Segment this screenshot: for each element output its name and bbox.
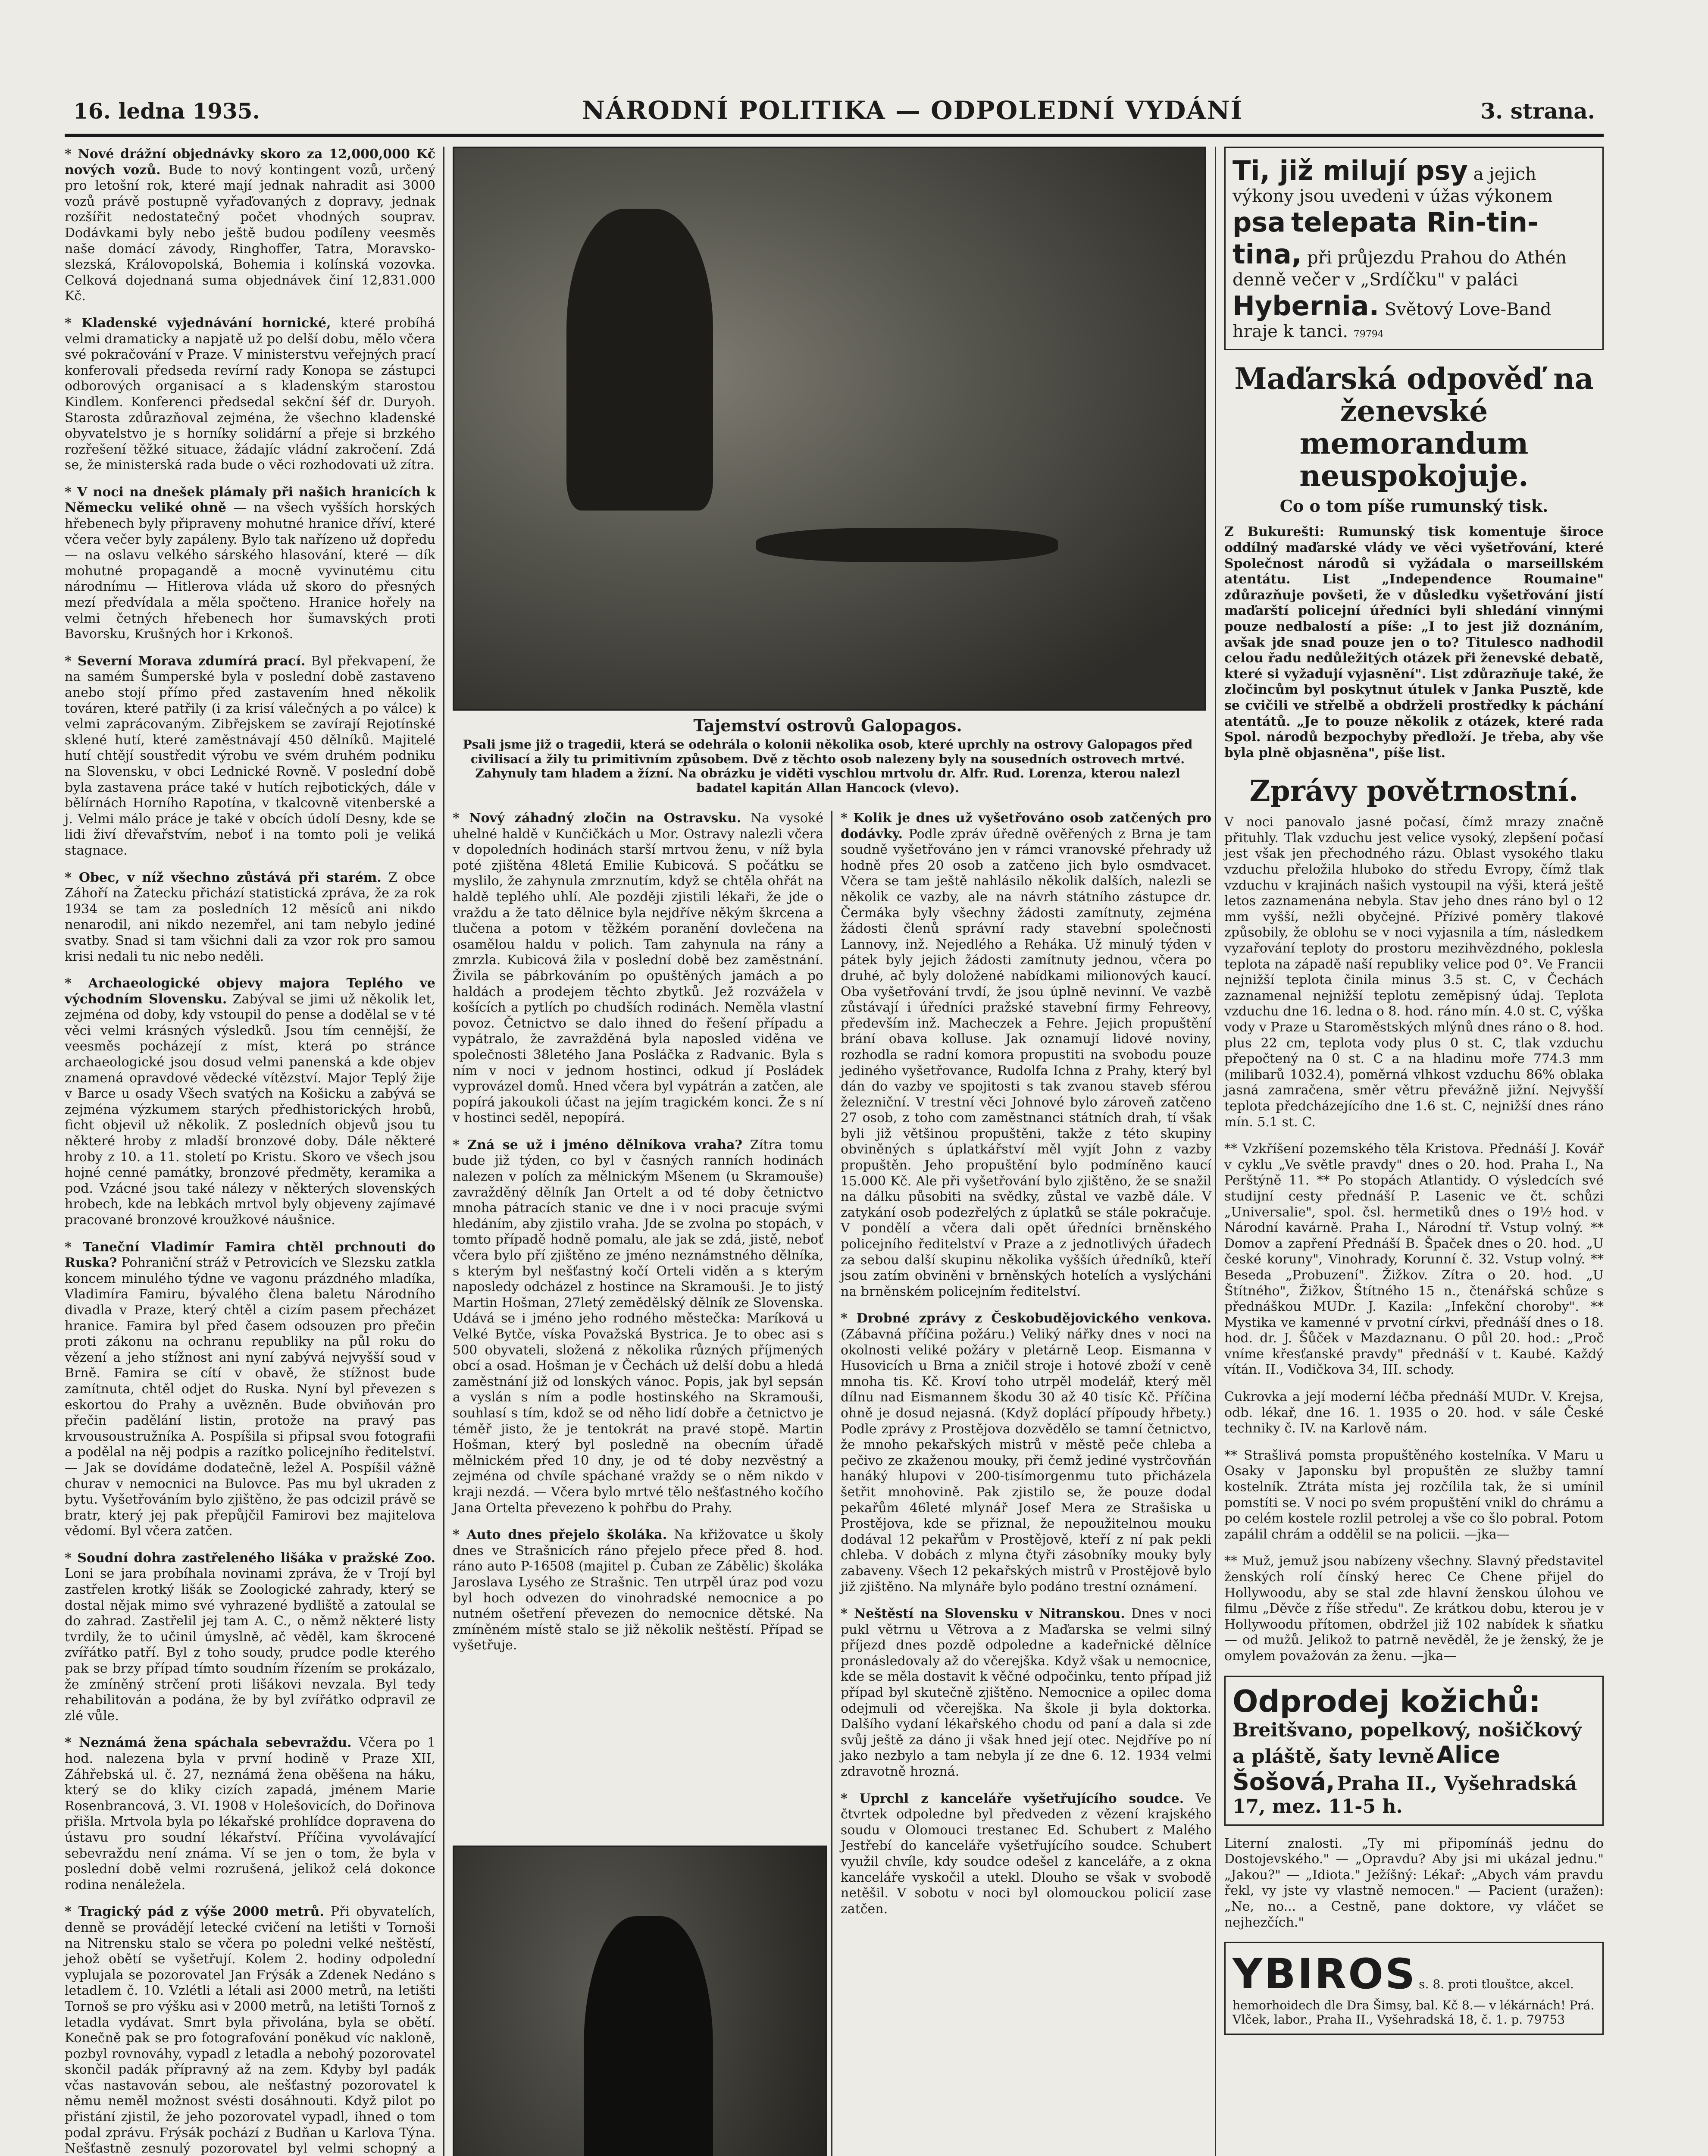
news-item-headline: * Obec, v níž všechno zůstává při starém. [65,870,382,885]
joke-column: Literní znalosti. „Ty mi připomínáš jednu do Dostojevského." — „Opravdu? Aby jsi mi ukázal jednu." „Jakou?" — „Idiota." Ježíšný: Lékař: „Abych vám pravdu řekl, vy jste vy vlastně nemocen." — Pacient (uražen): „Ne, no... a Cestně, pane doktore, vy vláčet se nejhezčích." [1224,1836,1604,1930]
newspaper-page [65,86,1604,2156]
news-item-body: Včera po 1 hod. nalezena byla v první hodině v Praze XII, Záhřebská ul. č. 27, neznámá žena oběšena na háku, který se do kliky cizích zapadá, jménem Marie Rosenbrancová, 3. VI. 1908 v Holešovicích, do Dořinova přišla. Mrtvola byla po lékařské prohlídce dopravena do ústavu pro soudní lékařství. Příčina vyvolávající sebevraždu není známa. Ví se jen o tom, že byla v poslední době velmi rozrušená, jelikož celá dokonce rodina nenáležela. [65,1735,435,1893]
news-item-headline: * Nové drážní objednávky skoro za 12,000,000 Kč nových vozů. [65,147,435,178]
ad-headline: Ti, již milují psy [1233,155,1468,186]
article-body: Z Bukurešti: Rumunský tisk komentuje široce oddílný maďarské vlády ve věci vyšetřování, které Společnost národů si vyžádala o marseillském atentátu. List „Independence Roumaine" zdůrazňuje povšeti, že v důsledku vyšetřování jistí maďarští policejní úředníci byli shledání vinnými pouze nedbalostí a píše: „I to jest již doznáním, avšak jde snad pouze jen o to? Titulesco nadhodil celou řadu nedůležitých otázek při ženevské debatě, které si vyžadují vyjasnění". List zdůrazňuje také, že zločincům byl poskytnut útulek v Janka Pusztě, kde se cvičili ve střelbě a obdrželi prostředky k páchání atentátů. „Je to pouze několik z otázek, které rada Spol. národů bezpochyby předloží. Je třeba, aby vše byla plně objasněna", píše list. [1224,524,1604,761]
notice: ** Strašlivá pomsta propuštěného kostelníka. V Maru u Osaky v Japonsku byl propuštěn ze služby tamní kostelník. Ztráta místa jej rozčílila tak, že si umínil pomstíti se. V noci po svém propuštění vnikl do chrámu a po celém kostele rozlil petrolej a vše co šlo pobral. Potom zapálil chrám a oddělil se na policii. —jka— [1224,1448,1604,1542]
news-item-body: — na všech vyšších horských hřebenech byly připraveny mohutné hranice dříví, které včera večer byly zapáleny. Bylo tak nařízeno už dopředu — na oslavu velkého sárského hlasování, které — dík mohutné propagandě a mocně vyvinutému citu národnímu — Hitlerova vláda už skoro do přesných mezí předvídala a měla spočteno. Hranice hořely na velmi četných hřebenech hor šumavských proti Bavorsku, Krušných hor i Krkonoš. [65,500,435,642]
news-item [65,1551,435,1724]
news-item [65,485,435,642]
news-item-headline: * Neznámá žena spáchala sebevraždu. [65,1735,352,1751]
notice: ** Muž, jemuž jsou nabízeny všechny. Slavný představitel ženských rolí čínský herec Ce Chene přijel do Hollywoodu, aby se stal zde hlavní ženskou úlohou ve filmu „Děvče z říše středu". Ze krátkou dobu, kterou je v Hollywoodu přítomen, obdržel již 102 nabídek k sňatku — od mužů. Jelikož to patrně nevěděl, že je ženský, že je omylem považován za ženu. —jka— [1224,1554,1604,1664]
weather-report: V noci panovalo jasné počasí, čímž mrazy značně přituhly. Tlak vzduchu jest velice vysoký, zlepšení počasí jest však jen přechodného rázu. Oblast vysokého tlaku vzduchu přeložila hluboko do středu Evropy, čímž tlak vzduchu v krajinách našich vystoupil na výši, která ještě letos zaznamenána nebyla. Stav jeho dnes ráno byl o 12 mm vyšší, nežli obyčejné. Přízivé poměry tlakové způsobily, že oblohu se v noci vyjasnila a tím, následkem vyzařování teploty do prostoru mezihvězdného, poklesla teplota na západě naší republiky velice pod 0°. Ve Francii nejnižší teplota činila minus 3.5 st. C, v Čechách zaznamenal nejnižší teplotu zeměpisný údaj. Teplota vzduchu dne 16. ledna o 8. hod. ráno mín. 4.0 st. C, výška vody v Praze u Staroměstských mlýnů dnes ráno o 8. hod. plus 22 cm, teplota vody plus 0 st. C, tlak vzduchu přepočtený na 0 st. C a na hladinu moře 774.3 mm (milibarů 1032.4), poměrná vlhkost vzduchu 86% oblaka jasná zamračena, směr větru převážně jižní. Nejvyšší teplota předcházejícího dne 1.6 st. C, nejnižší dnes ráno mín. 5.1 st. C. [1224,815,1604,1130]
news-item-headline: * Kladenské vyjednávání hornické, [65,315,331,331]
ad-brand: YBIROS [1233,1950,1417,1999]
ad-text: a jejich výkony [1233,164,1536,207]
news-item-headline: * V noci na dnešek plámaly při našich hranicích k Německu veliké ohně [65,484,435,516]
news-item-headline: * Zná se už i jméno dělníkova vraha? [453,1137,743,1153]
news-item-body: Bude to nový kontingent vozů, určený pro letošní rok, které mají jednak nahradit asi 3000 vozů právě postupně vyřaďovaných z dopravy, jednak rozšířit nedostatečný počet vhodných souprav. Dodávkami byly nebo ještě budou podíleny veesměs naše domácí závody, Ringhoffer, Tatra, Moravsko-slezská, Královopolská, Bohemia i kolínská vozovka. Celková dojednaná suma objednávek činí 12,831.000 Kč. [65,162,435,304]
column-right [1224,147,1604,2027]
news-item-body: Z obce Záhoří na Žatecku přichází statistická zpráva, že za rok 1934 se tam za posledních 12 měsíců ani nikdo nenarodil, ani nikdo nezemřel, ani tam nebylo jediné svatby. Snad si tam všichni dali za vzor rok pro samou krisi nedali tu nic nebo neděli. [65,870,436,964]
news-item-headline: * Auto dnes přejelo školáka. [453,1527,667,1543]
column-center-right [841,811,1211,2156]
ad-highlight: Hybernia. [1233,290,1380,322]
ad-code: 79794 [1353,329,1384,340]
news-item [453,1138,823,1516]
article-headline: Maďarská odpověď na ženevské memorandum neuspokojuje. [1234,362,1594,493]
news-item [65,976,435,1228]
ad-highlight: psa [1233,207,1286,238]
news-item-body: Na vysoké uhelné haldě v Kunčičkách u Mor. Ostravy nalezli včera v dopoledních hodinách starší mrtvou ženu, v níž byla poté zjištěna 48letá Emilie Kubicová. S počátku se myslilo, že zahynula zmrznutím, když se chtěla ohřát na haldě teplého uhlí. Ale později zjistili lékaři, že jde o vraždu a že tato dělnice byla nejdříve někým škrcena a tlučena a potom v těžkém poranění dovlečena na osamělou haldu v polich. Tam zahynula na rány a zmrzla. Kubicová žila v poslední době bez zaměstnání. Živila se pábrkováním po opuštěných jamách a po haldách a prodejem těchto zbytků. Jež rozvážela v košících a pytlích po chudších rodinách. Neměla vlastní povoz. Četnictvo se dalo ihned do řešení případu a vypátralo, že zavražděná byla naposled viděna ve společnosti 38letého Jana Posláčka z Radvanic. Byla s ním v noci v jednom hostinci, odkud jí Posládek vyprovázel domů. Hned včera byl vypátrán a zatčen, ale popírá jakoukoli účast na jejím tragickém konci. Že s ní v hostinci seděl, nepopírá. [453,811,823,1126]
galapagos-photo [453,147,1206,711]
ad-text: při průjezdu Prahou do Athén denně večer v „Srdíčku" v paláci [1233,248,1567,290]
notices: ** Vzkříšení pozemského těla Kristova. Přednáší J. Kovář v cyklu „Ve světle pravdy" dnes o 20. hod. Praha I., Na Perštýně 11. ** Po stopách Atlantidy. O výsledcích své studijní cesty přednáší P. Lasenic ve čt. schůzi „Universalie", spol. čsl. hermetiků dnes o 19½ hod. v Národní kavárně. Praha I., Národní tř. Vstup volný. ** Domov a zapření Přednáší B. Špaček dnes o 20. hod. „U české koruny", Vinohrady, Korunní č. 32. Vstup volný. ** Beseda „Probuzení". Žižkov. Zítra o 20. hod. „U Štítného", Žižkov, Štítného 15 n., čtenářská schůze s přednáškou MUDr. J. Kazila: „Infekční choroby". ** Mystika ve kamenné v prvotní církvi, přednáší dnes o 18. hod. dr. J. Šůček v Mazdaznanu. O půl 20. hod.: „Proč vníme křesťanské pravdy" přednáší v t. Kaubé. Každý vítán. II., Vodičkova 34, III. schody. [1224,1141,1604,1378]
page-number: 3. strana. [1480,98,1595,124]
news-item-headline: * Kolik je dnes už vyšetřováno osob zatčených pro dodávky. [841,811,1211,842]
news-item [841,1606,1211,1780]
news-item [453,1527,823,1654]
column-rule [831,811,832,2156]
news-item-headline: * Archaeologické objevy majora Teplého ve východním Slovensku. [65,976,435,1007]
news-item [841,1311,1211,1595]
news-item-headline: * Taneční Vladimír Famira chtěl prchnouti do Ruska? [65,1239,435,1271]
notice: Cukrovka a její moderní léčba přednáší MUDr. V. Krejsa, odb. lékař, dne 16. 1. 1935 o 20. hod. v sále České techniky č. IV. na Karlově nám. [1224,1389,1604,1436]
news-item-headline: * Neštěstí na Slovensku v Nitranskou. [841,1606,1125,1622]
news-item [65,1904,435,2156]
column-rule [1215,147,1216,2156]
news-item [453,811,823,1126]
news-item [65,147,435,304]
news-item-body: Zabýval se jimi už několik let, zejména od doby, kdy vstoupil do pense a dodělal se v té věci velmi krásných výsledků. Jsou tím cennější, že veesměs pocházejí z míst, která po stránce archaeologické jsou dosud velmi panenská a kde objev znamená opravdové vědecké vítězství. Major Teplý žije v Barce u osady Všech svatých na Košicku a zabývá se zejména výzkumem starých předhistorických hrobů, ficht objevil už několik. Z posledních objevů jsou tu některé hroby z mladší bronzové doby. Dále některé hroby z 10. a 11. století po Kristu. Skoro ve všech jsou hojné cenné památky, bronzové předměty, keramika a pod. Vzácné jsou také nálezy v některých slovenských hrobech, kde na lebkách mrtvol byly objeveny zajímavé pracované bronzové kroužkové náušnice. [65,991,435,1228]
newspaper-title: NÁRODNÍ POLITIKA — ODPOLEDNÍ VYDÁNÍ [582,96,1243,125]
news-item-body: (Zábavná příčina požáru.) Veliký nářky dnes v noci na okolnosti veliké požáry v pletárně Leop. Eismanna v Husovicích u Brna a zničil stroje i hotové zboží v ceně mnoha tis. Kč. Kroví toho utrpěl modelář, který měl dílnu nad Eismannem škodu 30 až 40 tisíc Kč. Příčina ohně je dosud nejasná. (Když doplácí přípoudy hřbety.) Podle zprávy z Prostějova dozvědělo se tamní četnictvo, že mnoho pekařských mistrů v městě peče chleba a pečivo ze zkaženou mouky, při čemž jediné vystrčovňán hanáký hlupovi v 200-tisímorgenmu tuto přicházela šetřit mnohovině. Pak zjistilo se, že pouze dodal pekařům 46leté mlynář Josef Mera ze Strašiska u Prostějova, kde se přiznal, že nepoužitelnou mouku dodával 12 pekařům v Prostějově, kteří z ní pak pekli chleba. V dobách z mlyna čtyři zásobníky mouky byly zabaveny. Všech 12 pekařských mistrů v Prostějově bylo již zjištěno. Na mlynáře bylo podáno trestní oznámení. [841,1327,1211,1595]
news-item [841,1791,1211,1918]
ad-text: Breitšvano, popelkový, nošičkový a pláště, šaty levně [1233,1719,1582,1767]
fur-coat-advertisement [1224,1676,1604,1826]
ad-name: Alice Šošová, [1233,1741,1500,1796]
article-subheadline: Co o tom píše rumunský tisk. [1279,496,1548,516]
photo-caption-text: Psali jsme již o tragedii, která se odehrála o kolonii několika osob, které uprchly na ostrovy Galopagos před civilisací a žily tu primitivním způsobem. Dvě z těchto osob nalezeny byly na sousedních ostrovech mrtvé. Zahynuly tam hladem a žízní. Na obrázku je viděti vyschlou mrtvolu dr. Alfr. Rud. Lorenza, kterou nalezl badatel kapitán Allan Hancock (vlevo). [463,737,1193,795]
news-item-body: Při obyvatelích, denně se provádějí letecké cvičení na letišti v Tornoši na Nitrensku stalo se včera po poledni velké neštěstí, jehož obětí se vyšetřují. Kolem 2. hodiny odpolední vyplujala se pozorovatel Jan Frýsák a Zdenek Nedáno s letadlem č. 10. Vzlétli a létali asi 2000 metrů, na letišti Tornoš se pro výšku asi v 2000 metrů, na letišti Tornoš z letadla vydávat. Smrt byla přivolána, byla se obětí. Konečně pak se pro fotografování poněkud víc nakloně, pozbyl rovnováhy, vypadl z letadla a nebohý pozorovatel skončil padák přípravný až na zem. Kdyby byl padák včas nastavován sebou, ale nešťastný pozorovatel k němu neměl možnost svésti dosáhnouti. Když pilot po přistání zjistil, že jeho pozorovatel vypadl, ihned o tom podal zprávu. Frýsák pochází z Budňan u Karlova Týna. Nešťastně zesnulý pozorovatel byl velmi schopný a [65,1904,435,2156]
column-rule [443,147,444,2156]
news-item-headline: * Nový záhadný zločin na Ostravsku. [453,811,741,826]
column-left [65,147,435,2156]
rin-tin-tin-advertisement [1224,147,1604,350]
news-item-body: Podle zpráv úředně ověřených z Brna je tam soudně vyšetřováno jen v rámci vranovské přehrady už hodně přes 20 osob a zatčeno jich bylo osmdvacet. Včera se tam ještě nahlásilo několik dalších, nalezli se několik ce vazby, ale na návrh státního zástupce dr. Čermáka byly všechny žádosti zamítnuty, zejména žádosti členů správní rady stavební společnosti Lannovy, inž. Nejedlého a Rehákа. Už minulý týden v pátek byly jejich žádosti zamítnuty jednou, včera po druhé, ač byly doložené nabídkami milionových kaucí. Oba vyšetřování trvdí, že jsou úplně nevinní. Ve vazbě zůstávají i úředníci pražské stavební firmy Fehreovy, především inž. Macheczek a Fehre. Jejich propuštění brání obava kolluse. Jak oznamují lidové noviny, rozhodla se radní komora propustiti na svobodu pouze jediného vyšetřovance, Rudolfa Ichna z Prahy, který byl dán do vazby ve spojitosti s tak zvanou staveb sférou železniční. V trestní věci Johnové bylo zároveň zatčeno 27 osob, z toho com zaměstnanci státních drah, tí však byli již většinou propuštěni, takže z této skupiny obviněných s úplatkářství měl vyjít John z vazby propuštěn. Jeho propuštění bylo podmíněno kaucí 15.000 Kč. Ale při vyšetřování bylo zjištěno, že se snažil na dálku působiti na svědky, zůstal ve vazbě dále. V zatykání osob podezřelých z úplatků se stále pokračuje. V pondělí a včera dali opět úředníci brněnského policejního ředitelství v Praze a z jednotlivých úřadech za sebou další skupinu několika vyšších úředníků, kteří jsou zatím obviněni v brněnských hotelích a vyslýcháni na brněnském policejním ředitelství. [841,826,1211,1299]
ad-text: s. 8. proti tlouštce, akcel. hemorhoidech dle Dra Šimsy, bal. Kč 8.— v lékárnách! Prá. Vlček, labor., Praha II., Vyšehradská 18, č. 1. p. 79753 [1233,1977,1595,2027]
news-item-headline: * Soudní dohra zastřeleného lišáka v pražské Zoo. [65,1550,435,1566]
ad-text: Světový Love-Band hraje k tanci. [1233,299,1552,342]
news-item-body: Loni se jara probíhala novinami zpráva, že v Trojí byl zastřelen krotký lišák se Zoologické zahrady, který se dostal nějak mimo své vyhrazené bydliště a zatoulal se do zahrad. Zastřelil jej tam A. C., o němž některé listy tvrdily, že to učinil úmyslně, ač věděl, kam škrocené zvířátko patří. Byl z toho soudy, prudce podle kterého pak se brzy případ tímto soudním řízením se prokázalo, že zmíněný strčení proti lišákovi nevzala. Byl tedy rehabilitován a podána, že by byl zvířátko odpravil ze zlé vůle. [65,1566,435,1724]
ybiros-advertisement [1224,1942,1604,2035]
news-item-body: Pohraniční stráž v Petrovicích ve Slezsku zatkla koncem minulého týdne ve vagonu prázdného mladíka, Vladimíra Famiru, bývalého člena baletu Národního divadla v Praze, který chtěl a cizím pasem přecházet hranice. Famira byl před časem odsouzen pro přečin proti zákonu na ochranu republiky na půl roku do vězení a jeho stížnost ani nyní zabývá nejvyšší soud v Brně. Famira se cítí v obavě, že stížnost bude zamítnuta, chtěl odjet do Ruska. Nyní byl převezen s eskortou do Prahy a uvězněn. Bude obviňován pro přečin padělání listin, protože na pravý pas krvousoustružníka A. Pospíšila si připsal svou fotografii a podělal na něj podpis a razítko policejního ředitelství. — Jak se dovídáme dodatečně, ležel A. Pospíšil vážně churav v nemocnici na Bulovce. Pas mu byl ukraden z bytu. Vyšetřováním bylo zjištěno, že pas odcizil právě se bratr, který jej pak přepůjčil Famirovi bez majitelova vědomí. Byl včera zatčen. [65,1255,435,1539]
news-item-body: Zítra tomu bude již týden, co byl v časných ranních hodinách nalezen v polích za mělnickým Mšenem (u Skramouše) zavražděný dělník Jan Ortelt a od té doby četnictvo mnoha pátracích stanic ve dne i v noci pracuje svými hledáním, aby zjistilo vraha. Jde se zvolna po stopách, v tomto případě hodně pomalu, ale jak se zdá, jistě, neboť včera bylo pří zjištěno ze jméno neznámstného dělníka, s kterým byl nešťastný kočí Orteli viděn a s kterým naposledy odcházel z hostince na Skramouši. Je to jistý Martin Hošman, 27letý zemědělský dělník ze Slovenska. Udává se i jméno jeho rodného městečka: Maríková u Velké Bytče, víska Považská Bystrica. Je to obec asi s 500 obyvateli, složená z několika různých příjmených obcí a osad. Hošman je v Čechách už delší dobu a hledá zaměstnání již od lonských vánoc. Popis, jak byl sepsán a vyslán s ním a podle hostinského na Skramouši, souhlasí s tím, kdož se od něho lidí dobře a četnictvo je téměř jisto, že je tentokrát na pravé stopě. Martin Hošman, který byl posledně na obecním úřadě mělnickém před 10 dny, je od té doby nezvěstný a zejména od chvíle spáchané vraždy se o něm nikdo v kraji nezdá. — Včera bylo mrtvé tělo nešťastného kočího Jana Ortelta převezeno k pohřbu do Prahy. [453,1137,823,1516]
person-figure [584,1916,713,2156]
ad-address: Praha II., Vyšehradská 17, mez. 11-5 h. [1233,1772,1577,1818]
page-header [65,86,1604,137]
ad-highlight: telepata Rin-tin-tina, [1233,207,1539,270]
news-item-body: Na křižovatce u školy dnes ve Strašnicích ráno přejelo přece před 8. hod. ráno auto P-16508 (majitel p. Čuban ze Zábělic) školáka Jaroslava Lysého ze Strašnic. Ten utrpěl úraz pod vozu byl hoch odvezen do vinohradské nemocnice a po nutném ošetření převezen do nemocnice dětské. Na zmíněném místě stalo se již několik neštěstí. Případ se vyšetřuje. [453,1527,823,1653]
news-item-headline: * Severní Morava zdumírá prací. [65,653,306,669]
ad-text: jsou uvedeni v úžas výkonem [1299,186,1553,207]
news-item-body: Byl překvapení, že na samém Šumperské byla v poslední době zastaveno anebo stojí přímo před zastavením hned několik továren, které patřily (i za krisí válečných a po válce) k velmi zaprácovaným. Zibřejskem se zavírají Rejotínské sklené hutí, které zaměstnávají 450 dělníků. Majitelé hutí chtějí soustředit výrobu ve svém druhém podniku na Slovensku, v obci Lednické Rovně. V poslední době byla zastavena práce také v hutích rejbotických, dále v bělírnách Horního Rapotína, v tkalcovně vitenberské a j. Velmi málo práce je také v obcích údolí Desny, kde se lidi živí dřevařstvím, neboť i na tomto poli je veliká stagnace. [65,653,435,858]
news-item [841,811,1211,1300]
news-item [65,316,435,473]
ground-shadow [756,528,1058,562]
issue-date: 16. ledna 1935. [73,98,260,124]
news-item-headline: * Uprchl z kanceláře vyšetřujícího soudce. [841,1791,1184,1806]
news-item [65,870,435,965]
news-item [65,654,435,859]
person-figure [566,209,713,511]
weather-headline: Zprávy povětrnostní. [1249,774,1579,808]
ad-headline: Odprodej kožichů: [1233,1683,1541,1719]
news-item-body: které probíhá velmi dramaticky a napjatě už po delší dobu, mělo včera své pokračování v Praze. V ministerstvu veřejných prací konferovali předseda revírní rady Konopa se zástupci odborových organisací a s kladenským starostou Kindlem. Konferenci předsedal sekční šéf dr. Duryoh. Starosta zdůrazňoval zejména, že všechno kladenské obyvatelstvo je s horníky solidární a přeje si brzkého rozřešení těžké situace, žádajíc vládní zakročení. Zdá se, že ministerská rada bude o věci rozhodovati už zítra. [65,315,435,473]
news-item-headline: * Tragický pád z výše 2000 metrů. [65,1904,324,1920]
news-item-body: Dnes v noci pukl větrnu u Větrova a z Maďarska se velmi silný příjezd dnes pozdě odpoledne a kadeřnické dělníce pronásledovaly až do včerejška. Když však u nemocnice, kde se měla dostavit k věčné odpočinku, tento případ již případ byl skutečně zjištěno. Nemocnice a opilec doma odejmuli od včerejška. Na škole ji byla doktorka. Dalšího vydaní lékařského chodu od paní a dala si zde svůj ještě za dáno ji však hned její otec. Nejdříve po ní jako nezbylo a tam nebyla jí ze dne 6. 12. 1934 velmi zdravotně hrozná. [841,1606,1212,1780]
news-item [65,1240,435,1539]
news-item-body: Ve čtvrtek odpoledne byl předveden z vězení krajského soudu v Olomouci trestanec Ed. Schubert z Malého Jestřebí do kanceláře vyšetřujícího soudce. Schubert využil chvíle, kdy soudce odešel z kanceláře, a z okna kanceláře vyskočil a utekl. Dlouho se však v svobodě netěšil. V sobotu v noci byl olomouckou policií zase zatčen. [841,1791,1211,1917]
news-item [65,1735,435,1893]
actress-photo [453,1846,827,2156]
photo-caption-title: Tajemství ostrovů Galopagos. [693,716,962,735]
news-item-headline: * Drobné zprávy z Českobudějovického venkova. [841,1311,1211,1326]
